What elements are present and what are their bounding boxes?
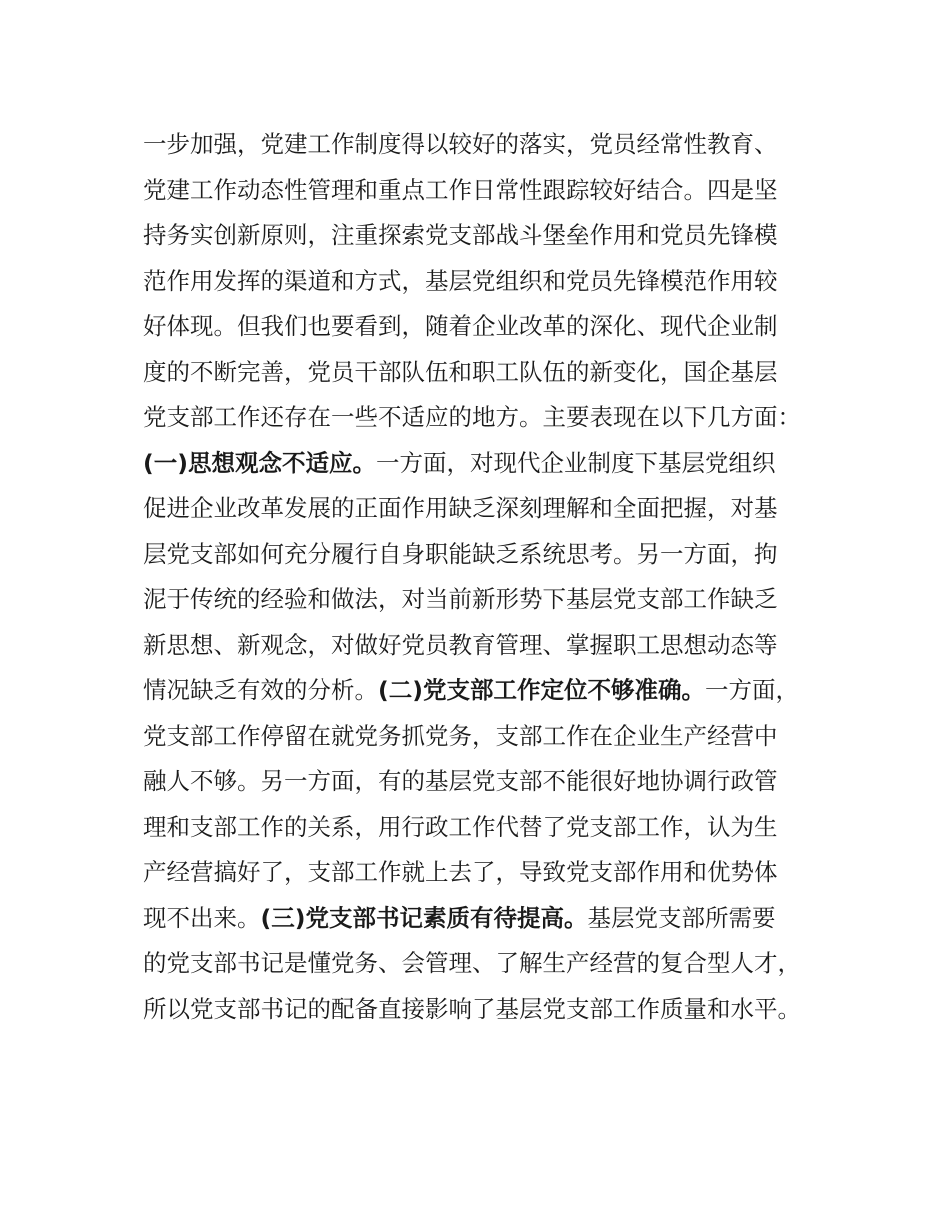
text-line: 持务实创新原则，注重探索党支部战斗堡垒作用和党员先锋模: [143, 221, 778, 249]
text-line: 范作用发挥的渠道和方式，基层党组织和党员先锋模范作用较: [143, 266, 778, 295]
text-line: 泥于传统的经验和做法，对当前新形势下基层党支部工作缺乏: [143, 585, 778, 613]
section-heading-1: (一)思想观念不适应。: [143, 448, 376, 477]
text-line: (一)思想观念不适应。一方面，对现代企业制度下基层党组织: [143, 448, 776, 477]
section-heading-2: (二)党支部工作定位不够准确。: [378, 676, 705, 704]
text-line: 融人不够。另一方面，有的基层党支部不能很好地协调行政管: [143, 767, 778, 795]
text-line: 党支部工作还存在一些不适应的地方。主要表现在以下几方面：: [143, 403, 801, 431]
text-line: 一步加强，党建工作制度得以较好的落实，党员经常性教育、: [143, 130, 778, 158]
text-line: 所以党支部书记的配备直接影响了基层党支部工作质量和水平。: [143, 994, 801, 1023]
text-line: 新思想、新观念，对做好党员教育管理、掌握职工思想动态等: [143, 630, 778, 659]
text-line: 的党支部书记是懂党务、会管理、了解生产经营的复合型人才，: [143, 949, 801, 977]
body-text: [143, 122, 833, 1032]
text-line: 理和支部工作的关系，用行政工作代替了党支部工作，认为生: [143, 812, 778, 841]
section-heading-3: (三)党支部书记素质有待提高。: [260, 903, 588, 932]
text-line: 好体现。但我们也要看到，随着企业改革的深化、现代企业制: [143, 312, 778, 340]
text-line: 促进企业改革发展的正面作用缺乏深刻理解和全面把握，对基: [143, 494, 778, 522]
text-line: 度的不断完善，党员干部队伍和职工队伍的新变化，国企基层: [143, 357, 778, 386]
text-line: 党支部工作停留在就党务抓党务，支部工作在企业生产经营中: [143, 721, 778, 750]
text-line: 情况缺乏有效的分析。(二)党支部工作定位不够准确。一方面，: [143, 676, 799, 704]
text-line: 现不出来。(三)党支部书记素质有待提高。基层党支部所需要: [143, 903, 776, 932]
text-line: 党建工作动态性管理和重点工作日常性跟踪较好结合。四是坚: [143, 175, 778, 204]
text-line: 层党支部如何充分履行自身职能缺乏系统思考。另一方面，拘: [143, 539, 778, 568]
text-line: 产经营搞好了，支部工作就上去了，导致党支部作用和优势体: [143, 858, 778, 886]
